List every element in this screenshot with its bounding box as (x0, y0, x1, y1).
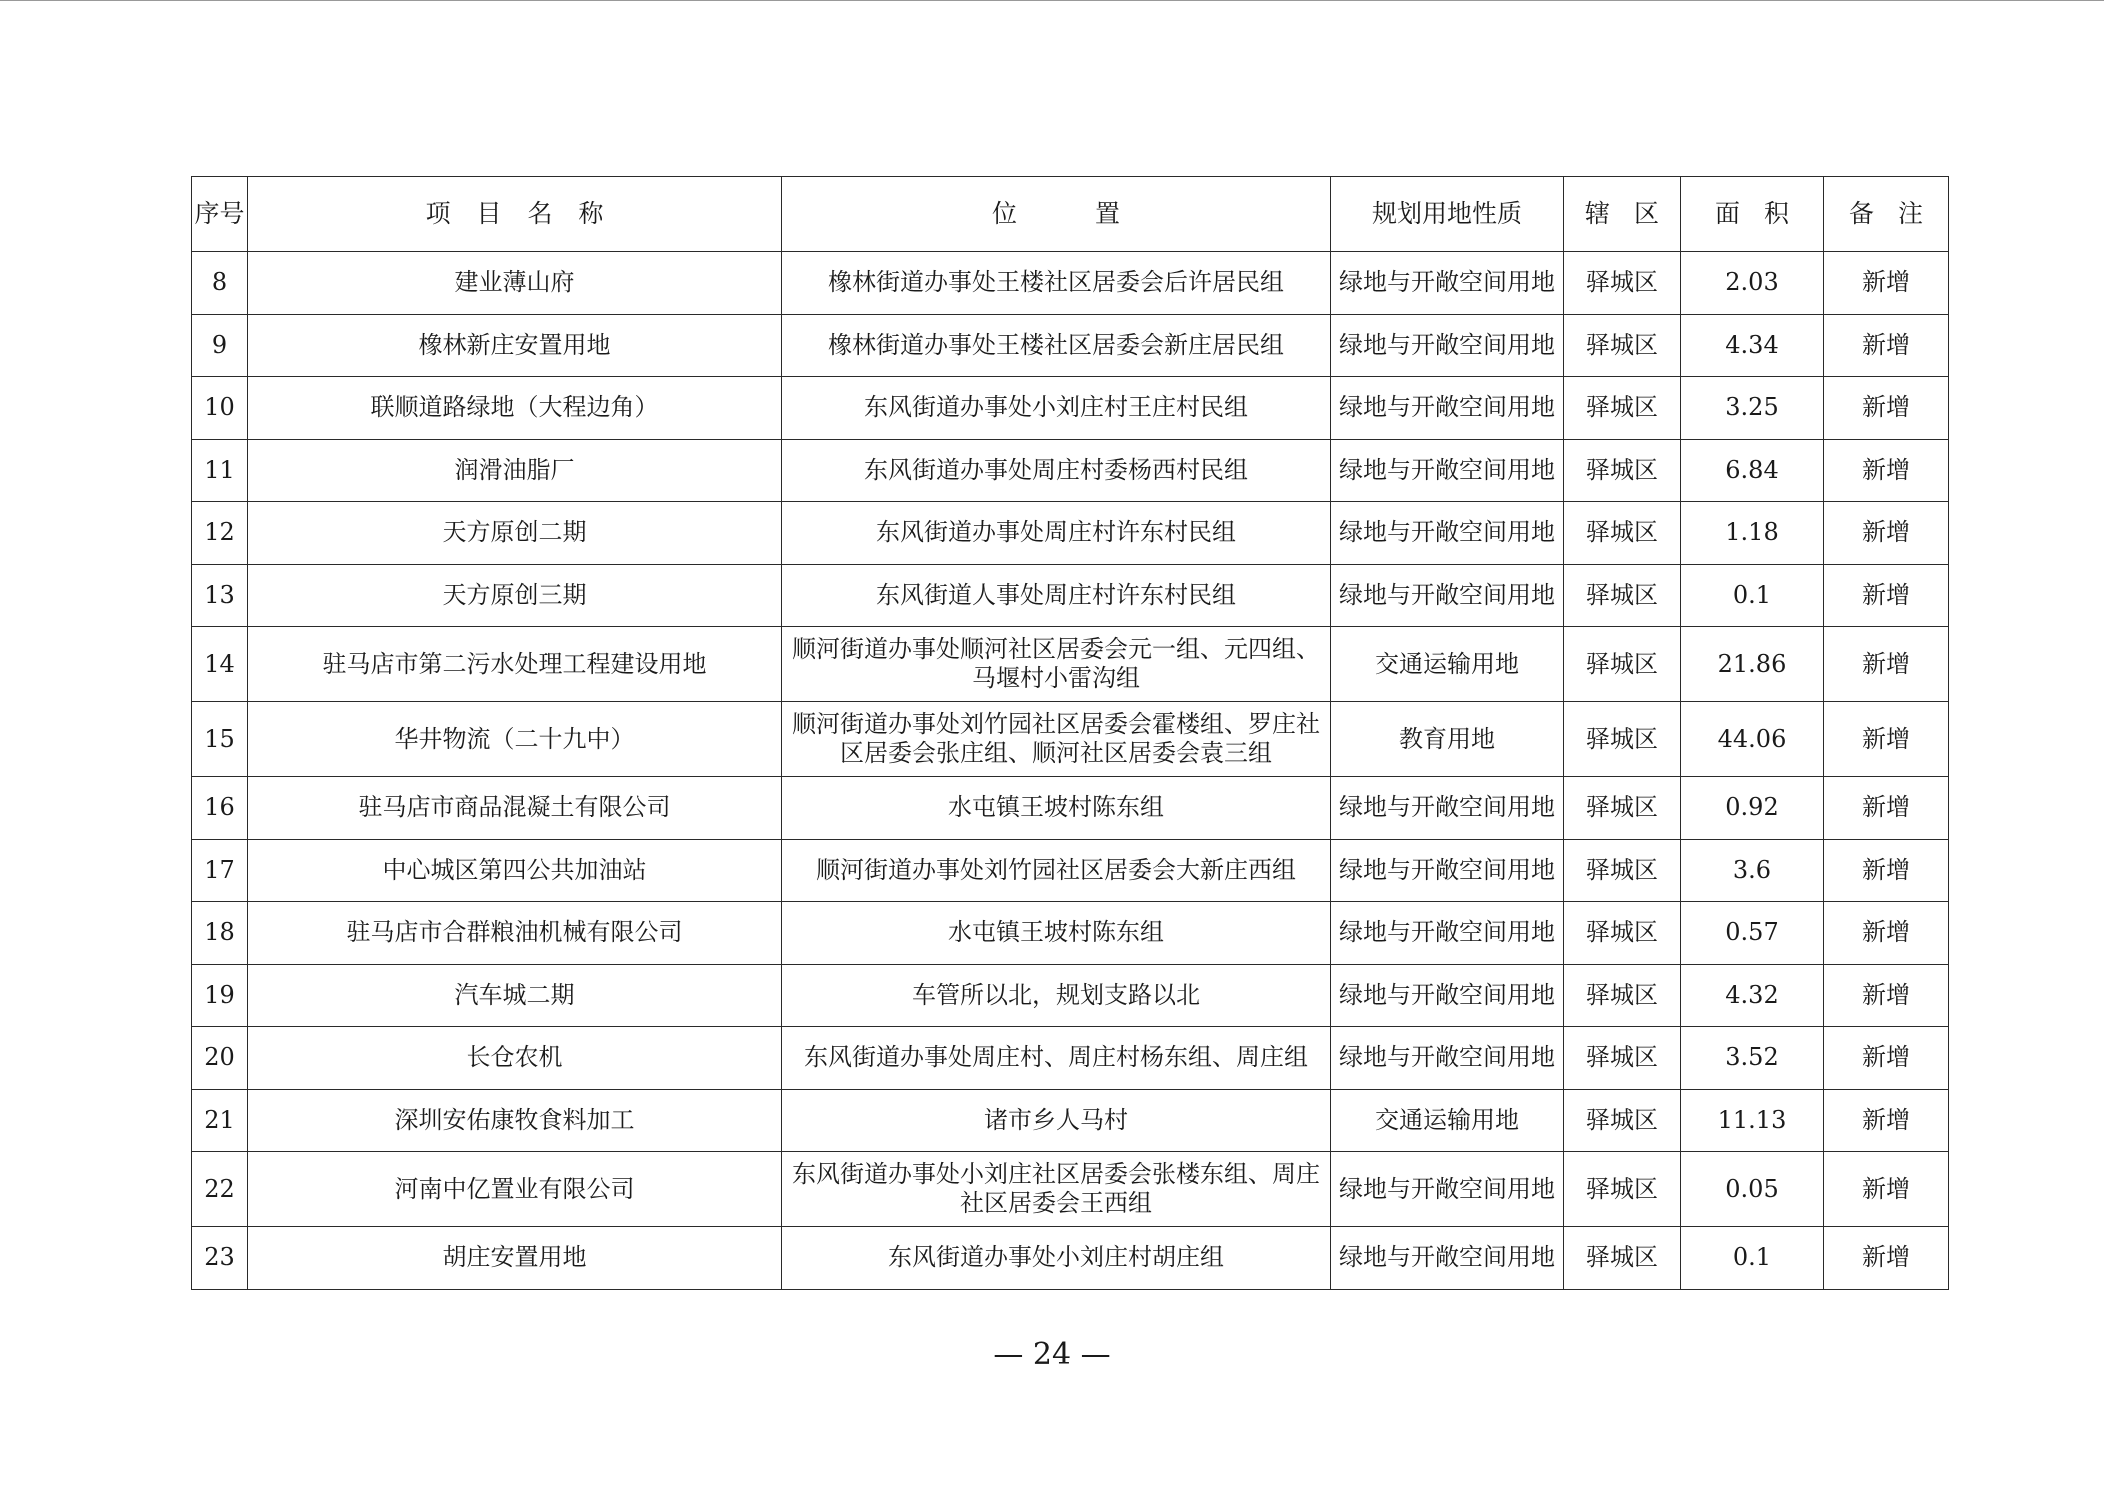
cell-area: 3.52 (1681, 1027, 1824, 1090)
cell-index: 8 (192, 252, 248, 315)
cell-remark: 新增 (1824, 777, 1949, 840)
cell-location: 车管所以北，规划支路以北 (782, 964, 1331, 1027)
cell-name: 天方原创三期 (248, 564, 782, 627)
cell-remark: 新增 (1824, 252, 1949, 315)
cell-area: 3.6 (1681, 839, 1824, 902)
cell-area: 44.06 (1681, 702, 1824, 777)
cell-location: 顺河街道办事处刘竹园社区居委会霍楼组、罗庄社区居委会张庄组、顺河社区居委会袁三组 (782, 702, 1331, 777)
cell-district: 驿城区 (1564, 252, 1681, 315)
cell-area: 4.32 (1681, 964, 1824, 1027)
cell-land-use: 绿地与开敞空间用地 (1331, 564, 1564, 627)
cell-location: 顺河街道办事处顺河社区居委会元一组、元四组、马堰村小雷沟组 (782, 627, 1331, 702)
cell-name: 润滑油脂厂 (248, 439, 782, 502)
cell-index: 19 (192, 964, 248, 1027)
cell-land-use: 绿地与开敞空间用地 (1331, 439, 1564, 502)
table-row (192, 1152, 1949, 1227)
table-row (192, 252, 1949, 315)
header-location: 位 置 (782, 177, 1331, 252)
cell-remark: 新增 (1824, 964, 1949, 1027)
cell-land-use: 绿地与开敞空间用地 (1331, 314, 1564, 377)
cell-land-use: 绿地与开敞空间用地 (1331, 502, 1564, 565)
cell-land-use: 绿地与开敞空间用地 (1331, 1027, 1564, 1090)
top-border-line (0, 0, 2104, 1)
cell-land-use: 交通运输用地 (1331, 1089, 1564, 1152)
cell-area: 0.1 (1681, 1227, 1824, 1290)
cell-index: 16 (192, 777, 248, 840)
cell-remark: 新增 (1824, 1027, 1949, 1090)
cell-district: 驿城区 (1564, 839, 1681, 902)
cell-remark: 新增 (1824, 627, 1949, 702)
table-row (192, 1089, 1949, 1152)
header-area: 面 积 (1681, 177, 1824, 252)
cell-index: 13 (192, 564, 248, 627)
cell-district: 驿城区 (1564, 627, 1681, 702)
cell-area: 2.03 (1681, 252, 1824, 315)
cell-name: 橡林新庄安置用地 (248, 314, 782, 377)
cell-location: 东风街道办事处周庄村许东村民组 (782, 502, 1331, 565)
cell-land-use: 绿地与开敞空间用地 (1331, 902, 1564, 965)
cell-name: 驻马店市第二污水处理工程建设用地 (248, 627, 782, 702)
cell-district: 驿城区 (1564, 564, 1681, 627)
cell-land-use: 绿地与开敞空间用地 (1331, 1152, 1564, 1227)
table-row (192, 502, 1949, 565)
cell-name: 深圳安佑康牧食料加工 (248, 1089, 782, 1152)
cell-area: 0.92 (1681, 777, 1824, 840)
cell-index: 20 (192, 1027, 248, 1090)
cell-district: 驿城区 (1564, 1227, 1681, 1290)
cell-index: 14 (192, 627, 248, 702)
header-land-use: 规划用地性质 (1331, 177, 1564, 252)
cell-area: 0.1 (1681, 564, 1824, 627)
cell-location: 水屯镇王坡村陈东组 (782, 777, 1331, 840)
table-body (192, 252, 1949, 1290)
cell-area: 3.25 (1681, 377, 1824, 440)
cell-area: 21.86 (1681, 627, 1824, 702)
cell-location: 东风街道办事处小刘庄社区居委会张楼东组、周庄社区居委会王西组 (782, 1152, 1331, 1227)
cell-area: 0.57 (1681, 902, 1824, 965)
cell-location: 橡林街道办事处王楼社区居委会新庄居民组 (782, 314, 1331, 377)
cell-location: 橡林街道办事处王楼社区居委会后许居民组 (782, 252, 1331, 315)
cell-district: 驿城区 (1564, 777, 1681, 840)
cell-index: 15 (192, 702, 248, 777)
table-row (192, 564, 1949, 627)
cell-index: 22 (192, 1152, 248, 1227)
cell-district: 驿城区 (1564, 1152, 1681, 1227)
cell-name: 中心城区第四公共加油站 (248, 839, 782, 902)
cell-location: 东风街道办事处周庄村委杨西村民组 (782, 439, 1331, 502)
cell-land-use: 绿地与开敞空间用地 (1331, 777, 1564, 840)
cell-remark: 新增 (1824, 1227, 1949, 1290)
header-district: 辖 区 (1564, 177, 1681, 252)
land-use-table (191, 176, 1949, 1290)
cell-index: 9 (192, 314, 248, 377)
cell-remark: 新增 (1824, 839, 1949, 902)
cell-location: 顺河街道办事处刘竹园社区居委会大新庄西组 (782, 839, 1331, 902)
cell-remark: 新增 (1824, 377, 1949, 440)
table-row (192, 314, 1949, 377)
cell-area: 0.05 (1681, 1152, 1824, 1227)
cell-location: 东风街道办事处周庄村、周庄村杨东组、周庄组 (782, 1027, 1331, 1090)
cell-name: 长仓农机 (248, 1027, 782, 1090)
cell-area: 6.84 (1681, 439, 1824, 502)
cell-district: 驿城区 (1564, 377, 1681, 440)
table-row (192, 1027, 1949, 1090)
cell-land-use: 绿地与开敞空间用地 (1331, 839, 1564, 902)
cell-location: 东风街道人事处周庄村许东村民组 (782, 564, 1331, 627)
cell-remark: 新增 (1824, 564, 1949, 627)
table-row (192, 702, 1949, 777)
cell-district: 驿城区 (1564, 964, 1681, 1027)
cell-index: 12 (192, 502, 248, 565)
table-row (192, 902, 1949, 965)
cell-remark: 新增 (1824, 1089, 1949, 1152)
cell-name: 华井物流（二十九中） (248, 702, 782, 777)
table-row (192, 777, 1949, 840)
cell-name: 驻马店市商品混凝土有限公司 (248, 777, 782, 840)
cell-district: 驿城区 (1564, 314, 1681, 377)
table-row (192, 627, 1949, 702)
cell-area: 11.13 (1681, 1089, 1824, 1152)
header-remark: 备 注 (1824, 177, 1949, 252)
cell-district: 驿城区 (1564, 1089, 1681, 1152)
page-number: — 24 — (993, 1337, 1111, 1372)
cell-remark: 新增 (1824, 502, 1949, 565)
cell-index: 11 (192, 439, 248, 502)
table-row (192, 839, 1949, 902)
header-index: 序号 (192, 177, 248, 252)
cell-name: 胡庄安置用地 (248, 1227, 782, 1290)
cell-district: 驿城区 (1564, 439, 1681, 502)
cell-index: 18 (192, 902, 248, 965)
cell-location: 东风街道办事处小刘庄村胡庄组 (782, 1227, 1331, 1290)
cell-area: 1.18 (1681, 502, 1824, 565)
header-name: 项 目 名 称 (248, 177, 782, 252)
cell-location: 东风街道办事处小刘庄村王庄村民组 (782, 377, 1331, 440)
table-row (192, 1227, 1949, 1290)
cell-land-use: 交通运输用地 (1331, 627, 1564, 702)
cell-remark: 新增 (1824, 702, 1949, 777)
cell-land-use: 绿地与开敞空间用地 (1331, 1227, 1564, 1290)
table-row (192, 964, 1949, 1027)
header-row (192, 177, 1949, 252)
cell-remark: 新增 (1824, 314, 1949, 377)
cell-district: 驿城区 (1564, 702, 1681, 777)
cell-remark: 新增 (1824, 902, 1949, 965)
cell-remark: 新增 (1824, 439, 1949, 502)
cell-index: 23 (192, 1227, 248, 1290)
cell-remark: 新增 (1824, 1152, 1949, 1227)
cell-land-use: 绿地与开敞空间用地 (1331, 252, 1564, 315)
cell-location: 水屯镇王坡村陈东组 (782, 902, 1331, 965)
cell-index: 17 (192, 839, 248, 902)
cell-location: 诸市乡人马村 (782, 1089, 1331, 1152)
cell-index: 10 (192, 377, 248, 440)
cell-district: 驿城区 (1564, 502, 1681, 565)
cell-name: 联顺道路绿地（大程边角） (248, 377, 782, 440)
cell-name: 驻马店市合群粮油机械有限公司 (248, 902, 782, 965)
cell-district: 驿城区 (1564, 1027, 1681, 1090)
cell-area: 4.34 (1681, 314, 1824, 377)
cell-name: 汽车城二期 (248, 964, 782, 1027)
table-row (192, 439, 1949, 502)
cell-land-use: 教育用地 (1331, 702, 1564, 777)
cell-name: 建业薄山府 (248, 252, 782, 315)
cell-land-use: 绿地与开敞空间用地 (1331, 964, 1564, 1027)
cell-name: 河南中亿置业有限公司 (248, 1152, 782, 1227)
table-row (192, 377, 1949, 440)
cell-name: 天方原创二期 (248, 502, 782, 565)
cell-land-use: 绿地与开敞空间用地 (1331, 377, 1564, 440)
cell-index: 21 (192, 1089, 248, 1152)
cell-district: 驿城区 (1564, 902, 1681, 965)
